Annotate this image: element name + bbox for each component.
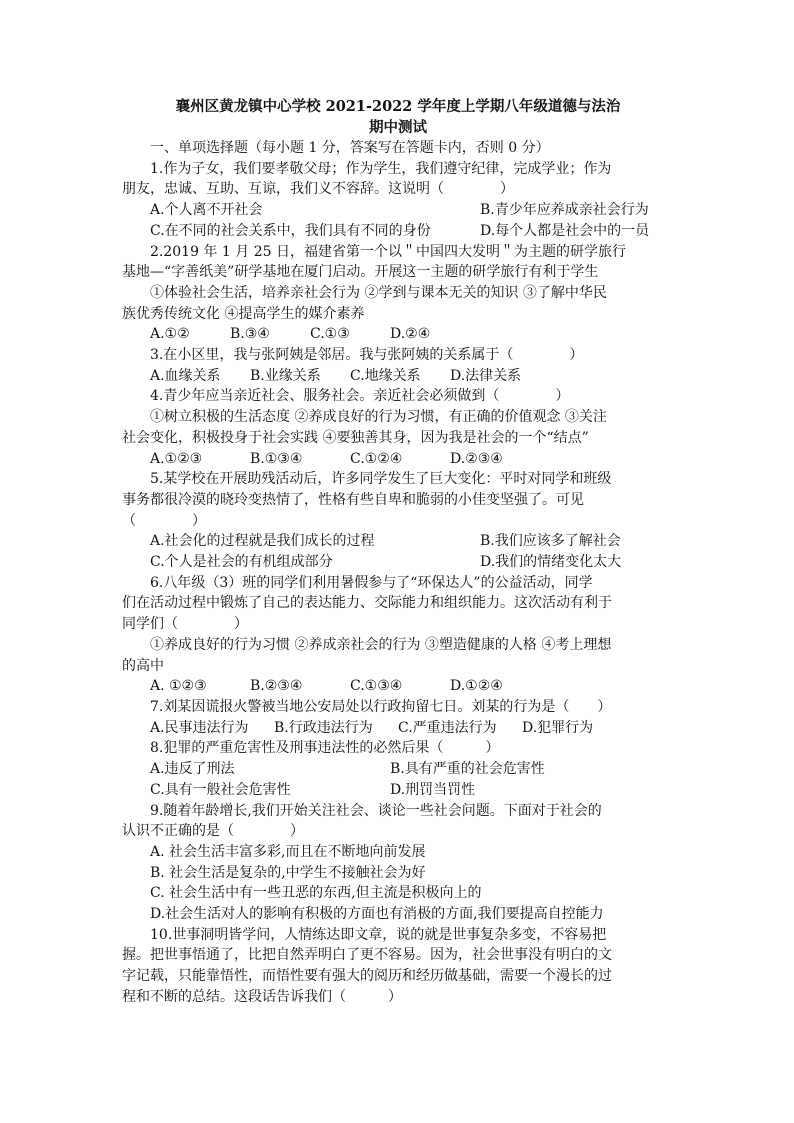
q4-option-b: B.①③④ <box>250 450 303 467</box>
q9-stem-line1: 9.随着年龄增长,我们开始关注社会、谈论一些社会问题。下面对于社会的 <box>150 802 602 819</box>
q2-statement-line2: 族优秀传统文化 ④提高学生的媒介素养 <box>122 305 365 322</box>
q6-statement-line1: ①养成良好的行为习惯 ②养成亲社会的行为 ③塑造健康的人格 ④考上理想 <box>150 636 612 653</box>
q6-option-b: B.②③④ <box>250 678 303 695</box>
q4-option-c: C.①②④ <box>350 450 403 467</box>
q7-option-c: C.严重违法行为 <box>398 719 497 736</box>
q8-option-a: A.违反了刑法 <box>150 761 235 778</box>
q1-option-a: A.个人离不开社会 <box>150 202 263 219</box>
q2-option-a: A.①② <box>150 326 190 343</box>
q2-option-c: C.①③ <box>310 326 350 343</box>
q10-stem-line3: 字记载，只能靠悟性，而悟性要有强大的阅历和经历做基础，需要一个漫长的过 <box>122 968 612 985</box>
q8-option-c: C.具有一般社会危害性 <box>150 781 291 798</box>
q7-option-a: A.民事违法行为 <box>150 719 249 736</box>
q6-stem-line3: 同学们（ ） <box>122 616 248 633</box>
q9-option-c: C. 社会生活中有一些丑恶的东西,但主流是积极向上的 <box>150 885 482 902</box>
q2-option-d: D.②④ <box>390 326 431 343</box>
q7-options <box>122 718 674 739</box>
q4-statement-line2: 社会变化，积极投身于社会实践 ④要独善其身，因为我是社会的一个“结点” <box>122 429 589 446</box>
q1-options-row2 <box>122 221 674 242</box>
q4-option-a: A.①②③ <box>150 450 203 467</box>
q2-option-b: B.③④ <box>230 326 270 343</box>
q7-option-b: B.行政违法行为 <box>274 719 373 736</box>
q6-stem-line1: 6.八年级（3）班的同学们利用暑假参与了“环保达人”的公益活动，同学 <box>150 574 593 591</box>
q1-options-row1 <box>122 200 674 221</box>
q4-option-d: D.②③④ <box>450 450 503 467</box>
q1-option-b: B.青少年应养成亲社会行为 <box>480 202 649 219</box>
q9-option-d: D.社会生活对人的影响有积极的方面也有消极的方面,我们要提高自控能力 <box>150 906 604 923</box>
q8-options-row2 <box>122 780 674 801</box>
q2-stem-line2: 基地—“字善纸美”研学基地在厦门启动。开展这一主题的研学旅行有利于学生 <box>122 264 599 281</box>
q7-stem: 7.刘某因谎报火警被当地公安局处以行政拘留七日。刘某的行为是（ ） <box>150 698 612 715</box>
section-heading: 一、单项选择题（每小题 1 分，答案写在答题卡内，否则 0 分） <box>150 140 550 156</box>
q9-stem-line2: 认识不正确的是（ ） <box>122 823 304 840</box>
q2-statement-line1: ①体验社会生活，培养亲社会行为 ②学到与课本无关的知识 ③了解中华民 <box>150 284 607 301</box>
q2-stem-line1: 2.2019 年 1 月 25 日，福建省第一个以＂中国四大发明＂为主题的研学旅行 <box>150 243 626 260</box>
q2-options <box>122 324 674 345</box>
exam-page <box>122 96 674 1008</box>
q9-option-a: A. 社会生活丰富多彩,而且在不断地向前发展 <box>150 843 426 860</box>
q7-option-d: D.犯罪行为 <box>522 719 594 736</box>
q3-options <box>122 366 674 387</box>
q8-stem: 8.犯罪的严重危害性及刑事违法性的必然后果（ ） <box>150 740 500 757</box>
q8-options-row1 <box>122 759 674 780</box>
q10-stem-line1: 10.世事洞明皆学问，人情练达即文章，说的就是世事复杂多变，不容易把 <box>150 926 607 943</box>
exam-title-line1: 襄州区黄龙镇中心学校 2021-2022 学年度上学期八年级道德与法治 <box>175 98 621 115</box>
q3-option-c: C.地缘关系 <box>350 367 421 384</box>
q4-stem: 4.青少年应当亲近社会、服务社会。亲近社会必须做到（ ） <box>150 388 570 405</box>
q6-option-c: C.①③④ <box>350 678 403 695</box>
q3-option-d: D.法律关系 <box>450 367 522 384</box>
q1-stem-line1: 1.作为子女，我们要孝敬父母；作为学生，我们遵守纪律，完成学业；作为 <box>150 160 612 177</box>
q5-option-b: B.我们应该多了解社会 <box>480 533 621 550</box>
q5-option-d: D.我们的情绪变化太大 <box>480 554 622 571</box>
q5-option-c: C.个人是社会的有机组成部分 <box>150 554 333 571</box>
q6-statement-line2: 的高中 <box>122 657 164 674</box>
q5-stem-line3: （ ） <box>122 512 206 529</box>
q10-stem-line4: 程和不断的总结。这段话告诉我们（ ） <box>122 988 402 1005</box>
q5-option-a: A.社会化的过程就是我们成长的过程 <box>150 533 375 550</box>
exam-title-line2: 期中测试 <box>369 119 427 136</box>
q1-option-d: D.每个人都是社会中的一员 <box>480 222 650 239</box>
q6-options <box>122 676 674 697</box>
q8-option-b: B.具有严重的社会危害性 <box>390 761 545 778</box>
q5-options-row1 <box>122 531 674 552</box>
q1-stem-line2: 朋友，忠诚、互助、互谅，我们义不容辞。这说明（ ） <box>122 181 514 198</box>
q6-option-d: D.①②④ <box>450 678 503 695</box>
q3-stem: 3.在小区里，我与张阿姨是邻居。我与张阿姨的关系属于（ ） <box>150 347 584 364</box>
q10-stem-line2: 握。把世事悟通了，比把自然弄明白了更不容易。因为，社会世事没有明白的文 <box>122 947 612 964</box>
q1-option-c: C.在不同的社会关系中，我们具有不同的身份 <box>150 222 431 239</box>
q6-stem-line2: 们在活动过程中锻炼了自己的表达能力、交际能力和组织能力。这次活动有利于 <box>122 595 612 612</box>
q8-option-d: D.刑罚当罚性 <box>390 781 476 798</box>
q3-option-a: A.血缘关系 <box>150 367 221 384</box>
q6-option-a: A. ①②③ <box>150 678 207 695</box>
q4-statement-line1: ①树立积极的生活态度 ②养成良好的行为习惯，有正确的价值观念 ③关注 <box>150 409 607 426</box>
q5-options-row2 <box>122 552 674 573</box>
q5-stem-line2: 事务都很冷漠的晓玲变热情了，性格有些自卑和脆弱的小佳变坚强了。可见 <box>122 491 584 508</box>
q4-options <box>122 449 674 470</box>
q9-option-b: B. 社会生活是复杂的,中学生不接触社会为好 <box>150 864 426 881</box>
q5-stem-line1: 5.某学校在开展助残活动后，许多同学发生了巨大变化：平时对同学和班级 <box>150 471 612 488</box>
q3-option-b: B.业缘关系 <box>250 367 321 384</box>
